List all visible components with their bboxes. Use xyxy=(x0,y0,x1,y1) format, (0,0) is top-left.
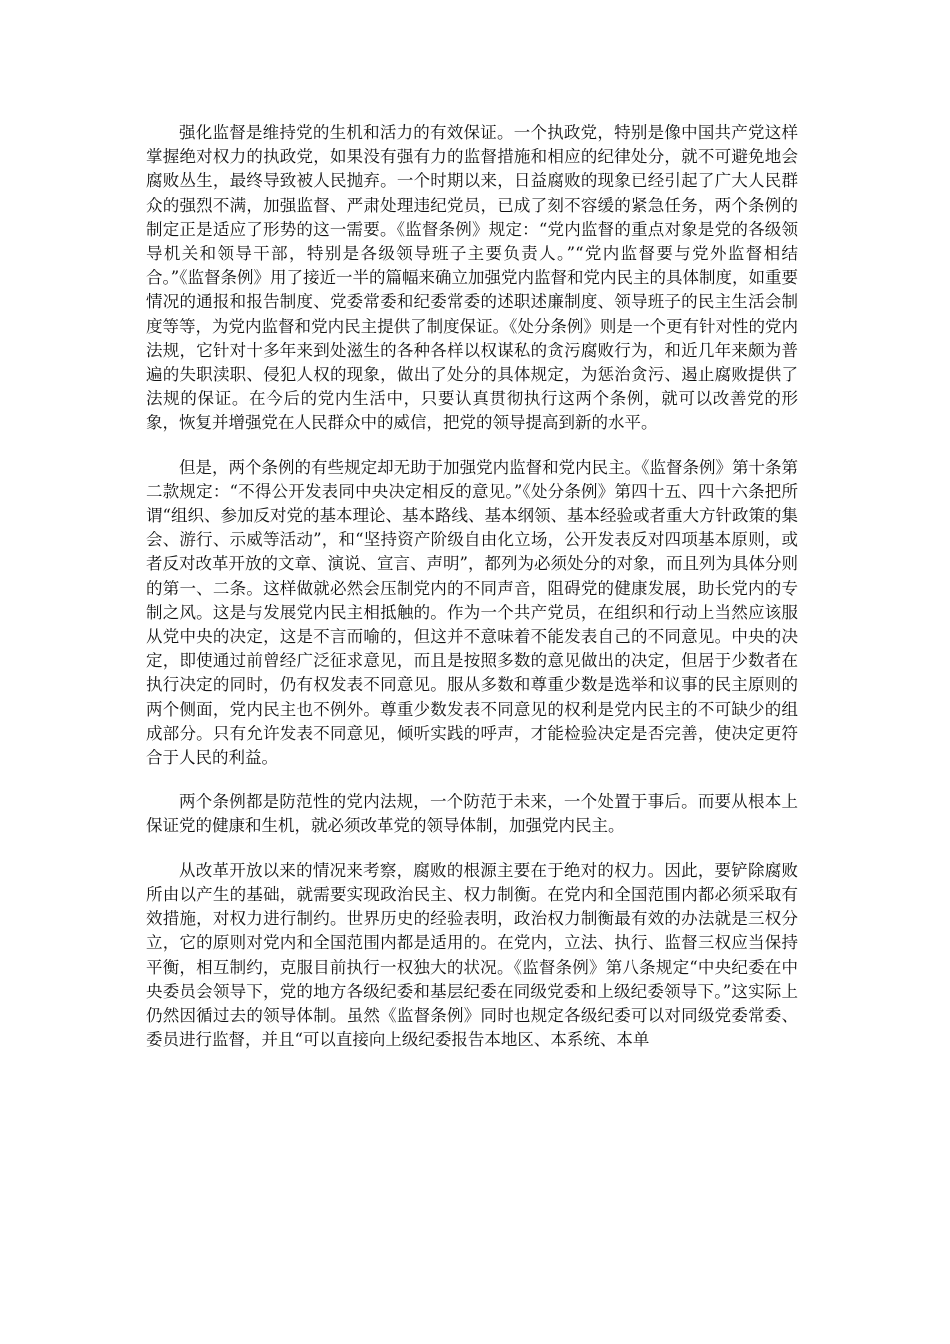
paragraph-2: 但是，两个条例的有些规定却无助于加强党内监督和党内民主。《监督条例》第十条第二款规定：“不得公开发表同中央决定相反的意见。”《处分条例》第四十五、四十六条把所谓“组织、参加反对党的基本理论、基本路线、基本纲领、基本经验或者重大方针政策的集会、游行、示威等活动”，和“坚持资产阶级自由化立场，公开发表反对四项基本原则，或者反对改革开放的文章、演说、宣言、声明”，都列为必须处分的对象，而且列为具体分则的第一、二条。这样做就必然会压制党内的不同声音，阻碍党的健康发展，助长党内的专制之风。这是与发展党内民主相抵触的。作为一个共产党员，在组织和行动上当然应该服从党中央的决定，这是不言而喻的，但这并不意味着不能发表自己的不同意见。中央的决定，即使通过前曾经广泛征求意见，而且是按照多数的意见做出的决定，但居于少数者在执行决定的同时，仍有权发表不同意见。服从多数和尊重少数是选举和议事的民主原则的两个侧面，党内民主也不例外。尊重少数发表不同意见的权利是党内民主的不可缺少的组成部分。只有允许发表不同意见，倾听实践的呼声，才能检验决定是否完善，使决定更符合于人民的利益。 xyxy=(146,457,798,768)
document-body xyxy=(146,121,798,1072)
paragraph-4: 从改革开放以来的情况来考察，腐败的根源主要在于绝对的权力。因此，要铲除腐败所由以产生的基础，就需要实现政治民主、权力制衡。在党内和全国范围内都必须采取有效措施，对权力进行制约。世界历史的经验表明，政治权力制衡最有效的办法就是三权分立，它的原则对党内和全国范围内都是适用的。在党内，立法、执行、监督三权应当保持平衡，相互制约，克服目前执行一权独大的状况。《监督条例》第八条规定“中央纪委在中央委员会领导下，党的地方各级纪委和基层纪委在同级党委和上级纪委领导下。”这实际上仍然因循过去的领导体制。虽然《监督条例》同时也规定各级纪委可以对同级党委常委、委员进行监督，并且“可以直接向上级纪委报告本地区、本系统、本单 xyxy=(146,860,798,1050)
paragraph-1: 强化监督是维持党的生机和活力的有效保证。一个执政党，特别是像中国共产党这样掌握绝对权力的执政党，如果没有强有力的监督措施和相应的纪律处分，就不可避免地会腐败丛生，最终导致被人民抛弃。一个时期以来，日益腐败的现象已经引起了广大人民群众的强烈不满，加强监督、严肃处理违纪党员，已成了刻不容缓的紧急任务，两个条例的制定正是适应了形势的这一需要。《监督条例》规定：“党内监督的重点对象是党的各级领导机关和领导干部，特别是各级领导班子主要负责人。”“党内监督要与党外监督相结合。”《监督条例》用了接近一半的篇幅来确立加强党内监督和党内民主的具体制度，如重要情况的通报和报告制度、党委常委和纪委常委的述职述廉制度、领导班子的民主生活会制度等等，为党内监督和党内民主提供了制度保证。《处分条例》则是一个更有针对性的党内法规，它针对十多年来到处滋生的各种各样以权谋私的贪污腐败行为，和近几年来颇为普遍的失职渎职、侵犯人权的现象，做出了处分的具体规定，为惩治贪污、遏止腐败提供了法规的保证。在今后的党内生活中，只要认真贯彻执行这两个条例，就可以改善党的形象，恢复并增强党在人民群众中的威信，把党的领导提高到新的水平。 xyxy=(146,123,798,433)
paragraph-3: 两个条例都是防范性的党内法规，一个防范于未来，一个处置于事后。而要从根本上保证党的健康和生机，就必须改革党的领导体制，加强党内民主。 xyxy=(146,792,798,836)
